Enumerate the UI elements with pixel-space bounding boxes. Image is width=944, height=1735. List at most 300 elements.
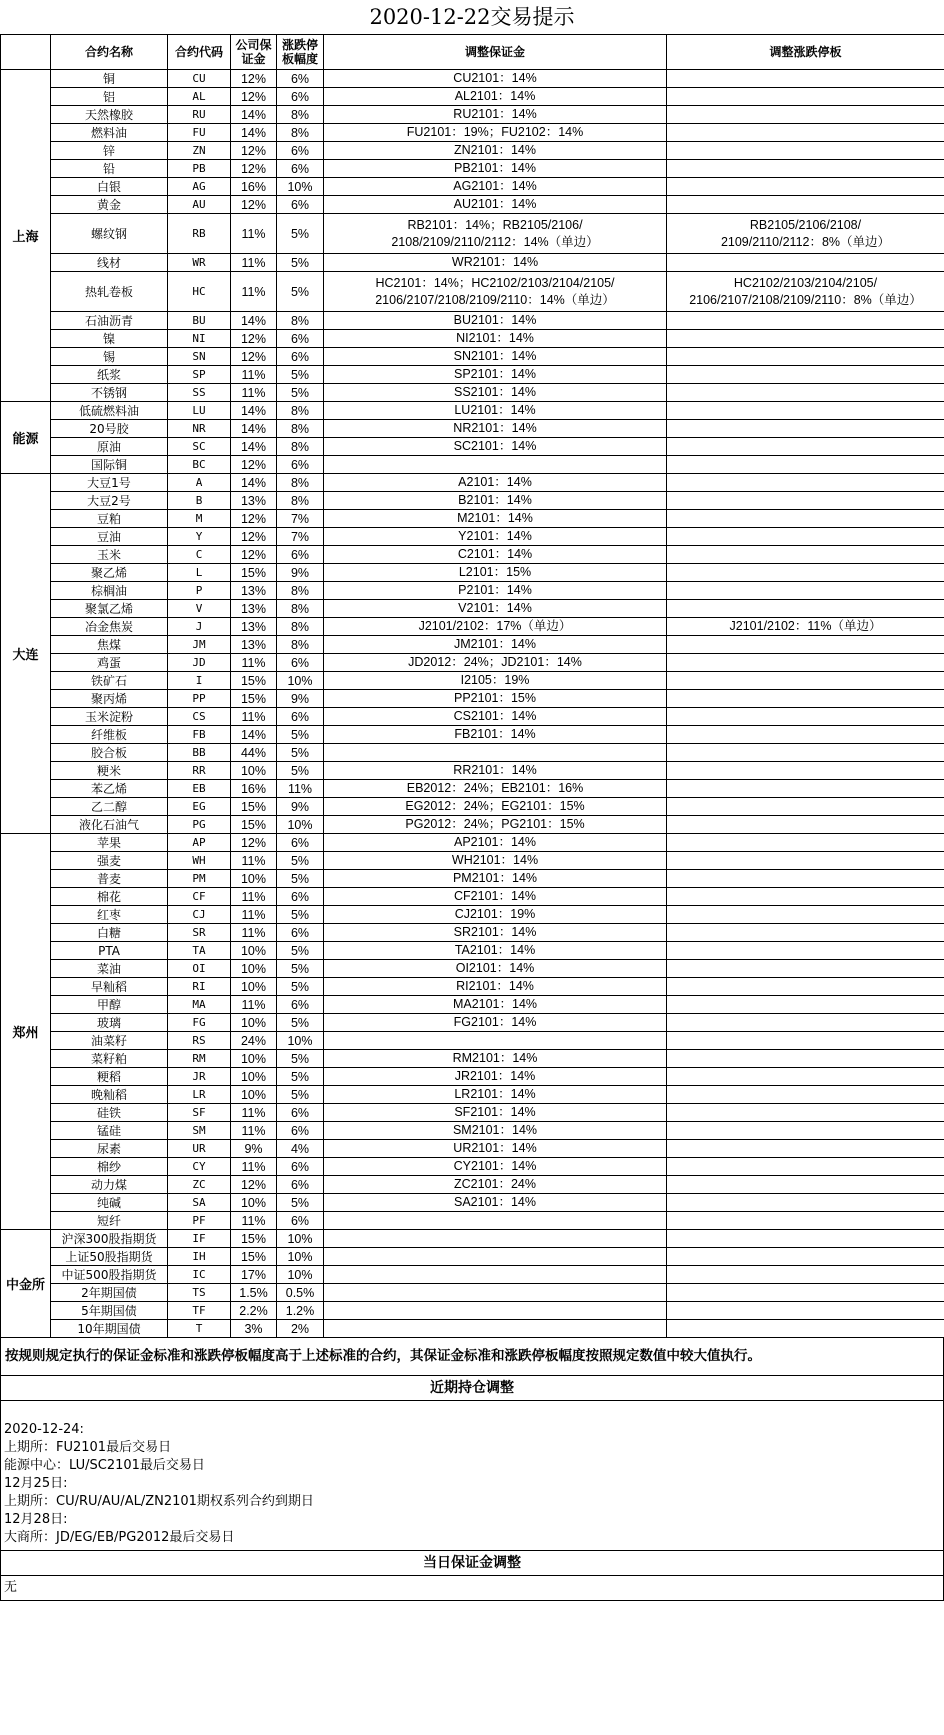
contract-name: 普麦 bbox=[51, 870, 168, 888]
contract-code: FU bbox=[168, 124, 231, 142]
adjusted-margin bbox=[324, 1230, 667, 1248]
price-limit: 6% bbox=[277, 996, 324, 1014]
table-row bbox=[1, 330, 944, 348]
adjusted-limit bbox=[667, 1266, 944, 1284]
contract-name: 晚籼稻 bbox=[51, 1086, 168, 1104]
contract-name: 纯碱 bbox=[51, 1194, 168, 1212]
company-margin: 11% bbox=[231, 1122, 277, 1140]
adjusted-limit bbox=[667, 600, 944, 618]
company-margin: 16% bbox=[231, 178, 277, 196]
contract-name: 低硫燃料油 bbox=[51, 402, 168, 420]
table-row bbox=[1, 492, 944, 510]
contract-code: EB bbox=[168, 780, 231, 798]
adjusted-limit bbox=[667, 798, 944, 816]
company-margin: 12% bbox=[231, 196, 277, 214]
adjusted-limit bbox=[667, 1068, 944, 1086]
adjusted-margin: PP2101：15% bbox=[324, 690, 667, 708]
contract-name: 沪深300股指期货 bbox=[51, 1230, 168, 1248]
exchange-name: 大连 bbox=[1, 474, 51, 834]
price-limit: 10% bbox=[277, 1266, 324, 1284]
adjusted-limit bbox=[667, 1230, 944, 1248]
adjusted-margin: SF2101：14% bbox=[324, 1104, 667, 1122]
adjusted-margin: LU2101：14% bbox=[324, 402, 667, 420]
company-margin: 11% bbox=[231, 214, 277, 254]
today-margin-content: 无 bbox=[0, 1576, 944, 1601]
company-margin: 14% bbox=[231, 726, 277, 744]
table-row bbox=[1, 402, 944, 420]
adjusted-limit bbox=[667, 196, 944, 214]
contract-name: 动力煤 bbox=[51, 1176, 168, 1194]
contract-name: 螺纹钢 bbox=[51, 214, 168, 254]
company-margin: 15% bbox=[231, 798, 277, 816]
adjusted-limit bbox=[667, 744, 944, 762]
adjusted-limit bbox=[667, 124, 944, 142]
adjusted-limit bbox=[667, 366, 944, 384]
adjusted-limit bbox=[667, 546, 944, 564]
table-row bbox=[1, 816, 944, 834]
company-margin: 12% bbox=[231, 456, 277, 474]
table-row bbox=[1, 996, 944, 1014]
price-limit: 6% bbox=[277, 196, 324, 214]
contract-code: PF bbox=[168, 1212, 231, 1230]
contract-name: 黄金 bbox=[51, 196, 168, 214]
company-margin: 10% bbox=[231, 870, 277, 888]
company-margin: 10% bbox=[231, 1086, 277, 1104]
adjusted-margin: HC2101：14%；HC2102/2103/2104/2105/ 2106/2107/2108/2109/2110：14%（单边） bbox=[324, 272, 667, 312]
adjusted-limit bbox=[667, 106, 944, 124]
contract-code: SP bbox=[168, 366, 231, 384]
contract-name: 鸡蛋 bbox=[51, 654, 168, 672]
adjusted-limit bbox=[667, 780, 944, 798]
contract-name: 胶合板 bbox=[51, 744, 168, 762]
price-limit: 8% bbox=[277, 312, 324, 330]
adjusted-margin: SS2101：14% bbox=[324, 384, 667, 402]
table-row bbox=[1, 546, 944, 564]
rule-note: 按规则规定执行的保证金标准和涨跌停板幅度高于上述标准的合约，其保证金标准和涨跌停板幅度按照规定数值中较大值执行。 bbox=[0, 1338, 944, 1376]
price-limit: 6% bbox=[277, 546, 324, 564]
price-limit: 8% bbox=[277, 600, 324, 618]
contract-name: 线材 bbox=[51, 254, 168, 272]
adjusted-limit bbox=[667, 978, 944, 996]
contract-code: IC bbox=[168, 1266, 231, 1284]
adjusted-limit bbox=[667, 1248, 944, 1266]
table-row bbox=[1, 142, 944, 160]
price-limit: 9% bbox=[277, 564, 324, 582]
table-row bbox=[1, 88, 944, 106]
company-margin: 11% bbox=[231, 272, 277, 312]
company-margin: 13% bbox=[231, 582, 277, 600]
adjusted-margin: EB2012：24%；EB2101：16% bbox=[324, 780, 667, 798]
adjusted-limit bbox=[667, 1086, 944, 1104]
company-margin: 14% bbox=[231, 402, 277, 420]
price-limit: 6% bbox=[277, 924, 324, 942]
contract-code: AU bbox=[168, 196, 231, 214]
table-row bbox=[1, 124, 944, 142]
company-margin: 14% bbox=[231, 106, 277, 124]
company-margin: 10% bbox=[231, 762, 277, 780]
exchange-name: 中金所 bbox=[1, 1230, 51, 1338]
contract-code: PB bbox=[168, 160, 231, 178]
price-limit: 8% bbox=[277, 106, 324, 124]
company-margin: 12% bbox=[231, 348, 277, 366]
exchange-name: 郑州 bbox=[1, 834, 51, 1230]
adjusted-margin: CJ2101：19% bbox=[324, 906, 667, 924]
price-limit: 10% bbox=[277, 1230, 324, 1248]
company-margin: 11% bbox=[231, 384, 277, 402]
contract-name: 豆粕 bbox=[51, 510, 168, 528]
adjusted-margin: JR2101：14% bbox=[324, 1068, 667, 1086]
contract-code: RM bbox=[168, 1050, 231, 1068]
contract-code: Y bbox=[168, 528, 231, 546]
adjusted-margin: AP2101：14% bbox=[324, 834, 667, 852]
contract-name: 2年期国债 bbox=[51, 1284, 168, 1302]
table-row bbox=[1, 214, 944, 254]
adjusted-limit bbox=[667, 924, 944, 942]
table-row bbox=[1, 1050, 944, 1068]
contract-name: 中证500股指期货 bbox=[51, 1266, 168, 1284]
contract-name: 燃料油 bbox=[51, 124, 168, 142]
contract-name: 铝 bbox=[51, 88, 168, 106]
adjusted-margin: AG2101：14% bbox=[324, 178, 667, 196]
adjusted-margin: WR2101：14% bbox=[324, 254, 667, 272]
contract-name: 棉花 bbox=[51, 888, 168, 906]
contract-code: AL bbox=[168, 88, 231, 106]
contract-name: 纤维板 bbox=[51, 726, 168, 744]
contract-code: RB bbox=[168, 214, 231, 254]
contract-code: RI bbox=[168, 978, 231, 996]
table-row bbox=[1, 1302, 944, 1320]
adjusted-limit bbox=[667, 1122, 944, 1140]
company-margin: 12% bbox=[231, 528, 277, 546]
company-margin: 12% bbox=[231, 834, 277, 852]
adjusted-limit bbox=[667, 474, 944, 492]
contract-code: ZN bbox=[168, 142, 231, 160]
contract-code: JD bbox=[168, 654, 231, 672]
adjusted-limit bbox=[667, 510, 944, 528]
company-margin: 14% bbox=[231, 420, 277, 438]
contract-name: 锌 bbox=[51, 142, 168, 160]
adjusted-limit bbox=[667, 312, 944, 330]
adjusted-margin: CY2101：14% bbox=[324, 1158, 667, 1176]
adjusted-limit bbox=[667, 142, 944, 160]
table-row bbox=[1, 762, 944, 780]
adjusted-limit bbox=[667, 582, 944, 600]
table-row bbox=[1, 906, 944, 924]
adjusted-margin: J2101/2102：17%（单边） bbox=[324, 618, 667, 636]
contract-name: 强麦 bbox=[51, 852, 168, 870]
adjusted-margin: PG2012：24%；PG2101：15% bbox=[324, 816, 667, 834]
table-row bbox=[1, 528, 944, 546]
table-row bbox=[1, 420, 944, 438]
price-limit: 6% bbox=[277, 708, 324, 726]
company-margin: 16% bbox=[231, 780, 277, 798]
company-margin: 12% bbox=[231, 88, 277, 106]
adjusted-margin: MA2101：14% bbox=[324, 996, 667, 1014]
table-row bbox=[1, 474, 944, 492]
adjusted-limit bbox=[667, 492, 944, 510]
price-limit: 8% bbox=[277, 474, 324, 492]
contract-name: 石油沥青 bbox=[51, 312, 168, 330]
price-limit: 8% bbox=[277, 636, 324, 654]
adjusted-margin: SP2101：14% bbox=[324, 366, 667, 384]
contract-code: MA bbox=[168, 996, 231, 1014]
table-row bbox=[1, 924, 944, 942]
price-limit: 6% bbox=[277, 330, 324, 348]
adjusted-limit bbox=[667, 996, 944, 1014]
contract-code: ZC bbox=[168, 1176, 231, 1194]
price-limit: 5% bbox=[277, 978, 324, 996]
price-limit: 1.2% bbox=[277, 1302, 324, 1320]
company-margin: 12% bbox=[231, 70, 277, 88]
adjusted-margin: V2101：14% bbox=[324, 600, 667, 618]
contract-name: 铁矿石 bbox=[51, 672, 168, 690]
company-margin: 10% bbox=[231, 978, 277, 996]
contract-code: PM bbox=[168, 870, 231, 888]
price-limit: 5% bbox=[277, 960, 324, 978]
position-adjustment-list bbox=[0, 1401, 944, 1551]
contract-name: 大豆1号 bbox=[51, 474, 168, 492]
contract-code: TS bbox=[168, 1284, 231, 1302]
company-margin: 15% bbox=[231, 564, 277, 582]
contract-code: LU bbox=[168, 402, 231, 420]
position-note-line: 能源中心：LU/SC2101最后交易日 bbox=[4, 1458, 205, 1473]
adjusted-margin: JD2012：24%；JD2101：14% bbox=[324, 654, 667, 672]
contract-code: P bbox=[168, 582, 231, 600]
position-note-line: 上期所：FU2101最后交易日 bbox=[4, 1440, 172, 1455]
today-margin-title: 当日保证金调整 bbox=[0, 1551, 944, 1576]
company-margin: 10% bbox=[231, 1050, 277, 1068]
price-limit: 8% bbox=[277, 420, 324, 438]
adjusted-margin: CS2101：14% bbox=[324, 708, 667, 726]
adjusted-margin bbox=[324, 1032, 667, 1050]
adjusted-limit bbox=[667, 1050, 944, 1068]
contract-name: 硅铁 bbox=[51, 1104, 168, 1122]
price-limit: 6% bbox=[277, 142, 324, 160]
contract-code: TA bbox=[168, 942, 231, 960]
contract-name: 镍 bbox=[51, 330, 168, 348]
contract-code: PG bbox=[168, 816, 231, 834]
adjusted-limit bbox=[667, 1194, 944, 1212]
company-margin: 11% bbox=[231, 708, 277, 726]
adjusted-limit bbox=[667, 816, 944, 834]
table-row bbox=[1, 160, 944, 178]
contract-name: 棕榈油 bbox=[51, 582, 168, 600]
table-row bbox=[1, 1032, 944, 1050]
company-margin: 44% bbox=[231, 744, 277, 762]
contract-code: CF bbox=[168, 888, 231, 906]
contract-name: 苹果 bbox=[51, 834, 168, 852]
table-row bbox=[1, 1122, 944, 1140]
contract-code: WR bbox=[168, 254, 231, 272]
table-row bbox=[1, 1176, 944, 1194]
price-limit: 6% bbox=[277, 88, 324, 106]
contract-name: 热轧卷板 bbox=[51, 272, 168, 312]
adjusted-margin: Y2101：14% bbox=[324, 528, 667, 546]
adjusted-margin: M2101：14% bbox=[324, 510, 667, 528]
exchange-name: 上海 bbox=[1, 70, 51, 402]
company-margin: 14% bbox=[231, 474, 277, 492]
adjusted-margin: SN2101：14% bbox=[324, 348, 667, 366]
company-margin: 1.5% bbox=[231, 1284, 277, 1302]
company-margin: 11% bbox=[231, 366, 277, 384]
company-margin: 15% bbox=[231, 690, 277, 708]
contract-code: FG bbox=[168, 1014, 231, 1032]
contract-name: 大豆2号 bbox=[51, 492, 168, 510]
price-limit: 6% bbox=[277, 1158, 324, 1176]
table-row bbox=[1, 690, 944, 708]
company-margin: 11% bbox=[231, 996, 277, 1014]
adjusted-limit bbox=[667, 888, 944, 906]
adjusted-limit bbox=[667, 1212, 944, 1230]
company-margin: 11% bbox=[231, 1212, 277, 1230]
table-row bbox=[1, 70, 944, 88]
contract-name: 原油 bbox=[51, 438, 168, 456]
contract-code: JR bbox=[168, 1068, 231, 1086]
company-margin: 11% bbox=[231, 1158, 277, 1176]
price-limit: 5% bbox=[277, 272, 324, 312]
table-row bbox=[1, 888, 944, 906]
company-margin: 9% bbox=[231, 1140, 277, 1158]
price-limit: 5% bbox=[277, 870, 324, 888]
contract-name: 玻璃 bbox=[51, 1014, 168, 1032]
price-limit: 6% bbox=[277, 348, 324, 366]
company-margin: 11% bbox=[231, 1104, 277, 1122]
price-limit: 5% bbox=[277, 1068, 324, 1086]
adjusted-margin: RM2101：14% bbox=[324, 1050, 667, 1068]
table-row bbox=[1, 1158, 944, 1176]
table-row bbox=[1, 106, 944, 124]
adjusted-margin: WH2101：14% bbox=[324, 852, 667, 870]
contract-code: SN bbox=[168, 348, 231, 366]
adjusted-limit bbox=[667, 456, 944, 474]
table-row bbox=[1, 1014, 944, 1032]
adjusted-margin: B2101：14% bbox=[324, 492, 667, 510]
adjusted-margin bbox=[324, 1302, 667, 1320]
price-limit: 5% bbox=[277, 942, 324, 960]
position-note-line: 上期所：CU/RU/AU/AL/ZN2101期权系列合约到期日 bbox=[4, 1494, 314, 1509]
contract-code: BC bbox=[168, 456, 231, 474]
contract-code: SS bbox=[168, 384, 231, 402]
contract-code: TF bbox=[168, 1302, 231, 1320]
adjusted-limit bbox=[667, 564, 944, 582]
price-limit: 6% bbox=[277, 1212, 324, 1230]
company-margin: 15% bbox=[231, 816, 277, 834]
contract-name: 菜油 bbox=[51, 960, 168, 978]
company-margin: 10% bbox=[231, 1194, 277, 1212]
table-row bbox=[1, 1266, 944, 1284]
adjusted-margin: NR2101：14% bbox=[324, 420, 667, 438]
adjusted-margin: BU2101：14% bbox=[324, 312, 667, 330]
adjusted-margin: NI2101：14% bbox=[324, 330, 667, 348]
table-row bbox=[1, 510, 944, 528]
adjusted-margin: LR2101：14% bbox=[324, 1086, 667, 1104]
company-margin: 10% bbox=[231, 1068, 277, 1086]
adjusted-limit bbox=[667, 438, 944, 456]
adjusted-margin: OI2101：14% bbox=[324, 960, 667, 978]
contract-name: 锰硅 bbox=[51, 1122, 168, 1140]
contract-name: 液化石油气 bbox=[51, 816, 168, 834]
price-limit: 6% bbox=[277, 1176, 324, 1194]
company-margin: 12% bbox=[231, 330, 277, 348]
contract-name: 苯乙烯 bbox=[51, 780, 168, 798]
price-limit: 6% bbox=[277, 888, 324, 906]
adjusted-limit: RB2105/2106/2108/ 2109/2110/2112：8%（单边） bbox=[667, 214, 944, 254]
contract-code: JM bbox=[168, 636, 231, 654]
company-margin: 2.2% bbox=[231, 1302, 277, 1320]
contract-name: 聚乙烯 bbox=[51, 564, 168, 582]
company-margin: 11% bbox=[231, 906, 277, 924]
contract-code: V bbox=[168, 600, 231, 618]
adjusted-margin: CU2101：14% bbox=[324, 70, 667, 88]
adjusted-limit bbox=[667, 654, 944, 672]
contract-code: BU bbox=[168, 312, 231, 330]
adjusted-limit bbox=[667, 70, 944, 88]
adjusted-margin: ZC2101：24% bbox=[324, 1176, 667, 1194]
table-row bbox=[1, 1248, 944, 1266]
contract-code: RR bbox=[168, 762, 231, 780]
price-limit: 5% bbox=[277, 384, 324, 402]
price-limit: 11% bbox=[277, 780, 324, 798]
header-code: 合约代码 bbox=[168, 35, 231, 70]
table-row bbox=[1, 780, 944, 798]
contract-name: 上证50股指期货 bbox=[51, 1248, 168, 1266]
header-margin: 公司保证金 bbox=[231, 35, 277, 70]
price-limit: 8% bbox=[277, 438, 324, 456]
price-limit: 9% bbox=[277, 798, 324, 816]
price-limit: 10% bbox=[277, 672, 324, 690]
contract-name: 聚氯乙烯 bbox=[51, 600, 168, 618]
table-row bbox=[1, 618, 944, 636]
table-row bbox=[1, 1104, 944, 1122]
table-row bbox=[1, 1320, 944, 1338]
adjusted-margin: SR2101：14% bbox=[324, 924, 667, 942]
adjusted-margin bbox=[324, 1248, 667, 1266]
table-row bbox=[1, 744, 944, 762]
price-limit: 5% bbox=[277, 366, 324, 384]
adjusted-margin: I2105：19% bbox=[324, 672, 667, 690]
contract-name: 白银 bbox=[51, 178, 168, 196]
company-margin: 13% bbox=[231, 618, 277, 636]
contract-name: 铜 bbox=[51, 70, 168, 88]
table-row bbox=[1, 1230, 944, 1248]
adjusted-limit bbox=[667, 708, 944, 726]
adjusted-margin bbox=[324, 456, 667, 474]
contract-name: 不锈钢 bbox=[51, 384, 168, 402]
table-row bbox=[1, 798, 944, 816]
table-row bbox=[1, 708, 944, 726]
adjusted-limit: J2101/2102：11%（单边） bbox=[667, 618, 944, 636]
contract-code: A bbox=[168, 474, 231, 492]
adjusted-margin: SC2101：14% bbox=[324, 438, 667, 456]
header-adj-margin: 调整保证金 bbox=[324, 35, 667, 70]
table-row bbox=[1, 1086, 944, 1104]
company-margin: 3% bbox=[231, 1320, 277, 1338]
contract-name: 短纤 bbox=[51, 1212, 168, 1230]
adjusted-margin: C2101：14% bbox=[324, 546, 667, 564]
contract-name: 尿素 bbox=[51, 1140, 168, 1158]
price-limit: 5% bbox=[277, 254, 324, 272]
price-limit: 6% bbox=[277, 70, 324, 88]
contract-name: PTA bbox=[51, 942, 168, 960]
company-margin: 11% bbox=[231, 654, 277, 672]
price-limit: 6% bbox=[277, 1104, 324, 1122]
adjusted-limit bbox=[667, 834, 944, 852]
adjusted-limit bbox=[667, 1032, 944, 1050]
table-row bbox=[1, 1284, 944, 1302]
contract-code: C bbox=[168, 546, 231, 564]
table-row bbox=[1, 312, 944, 330]
contract-code: OI bbox=[168, 960, 231, 978]
